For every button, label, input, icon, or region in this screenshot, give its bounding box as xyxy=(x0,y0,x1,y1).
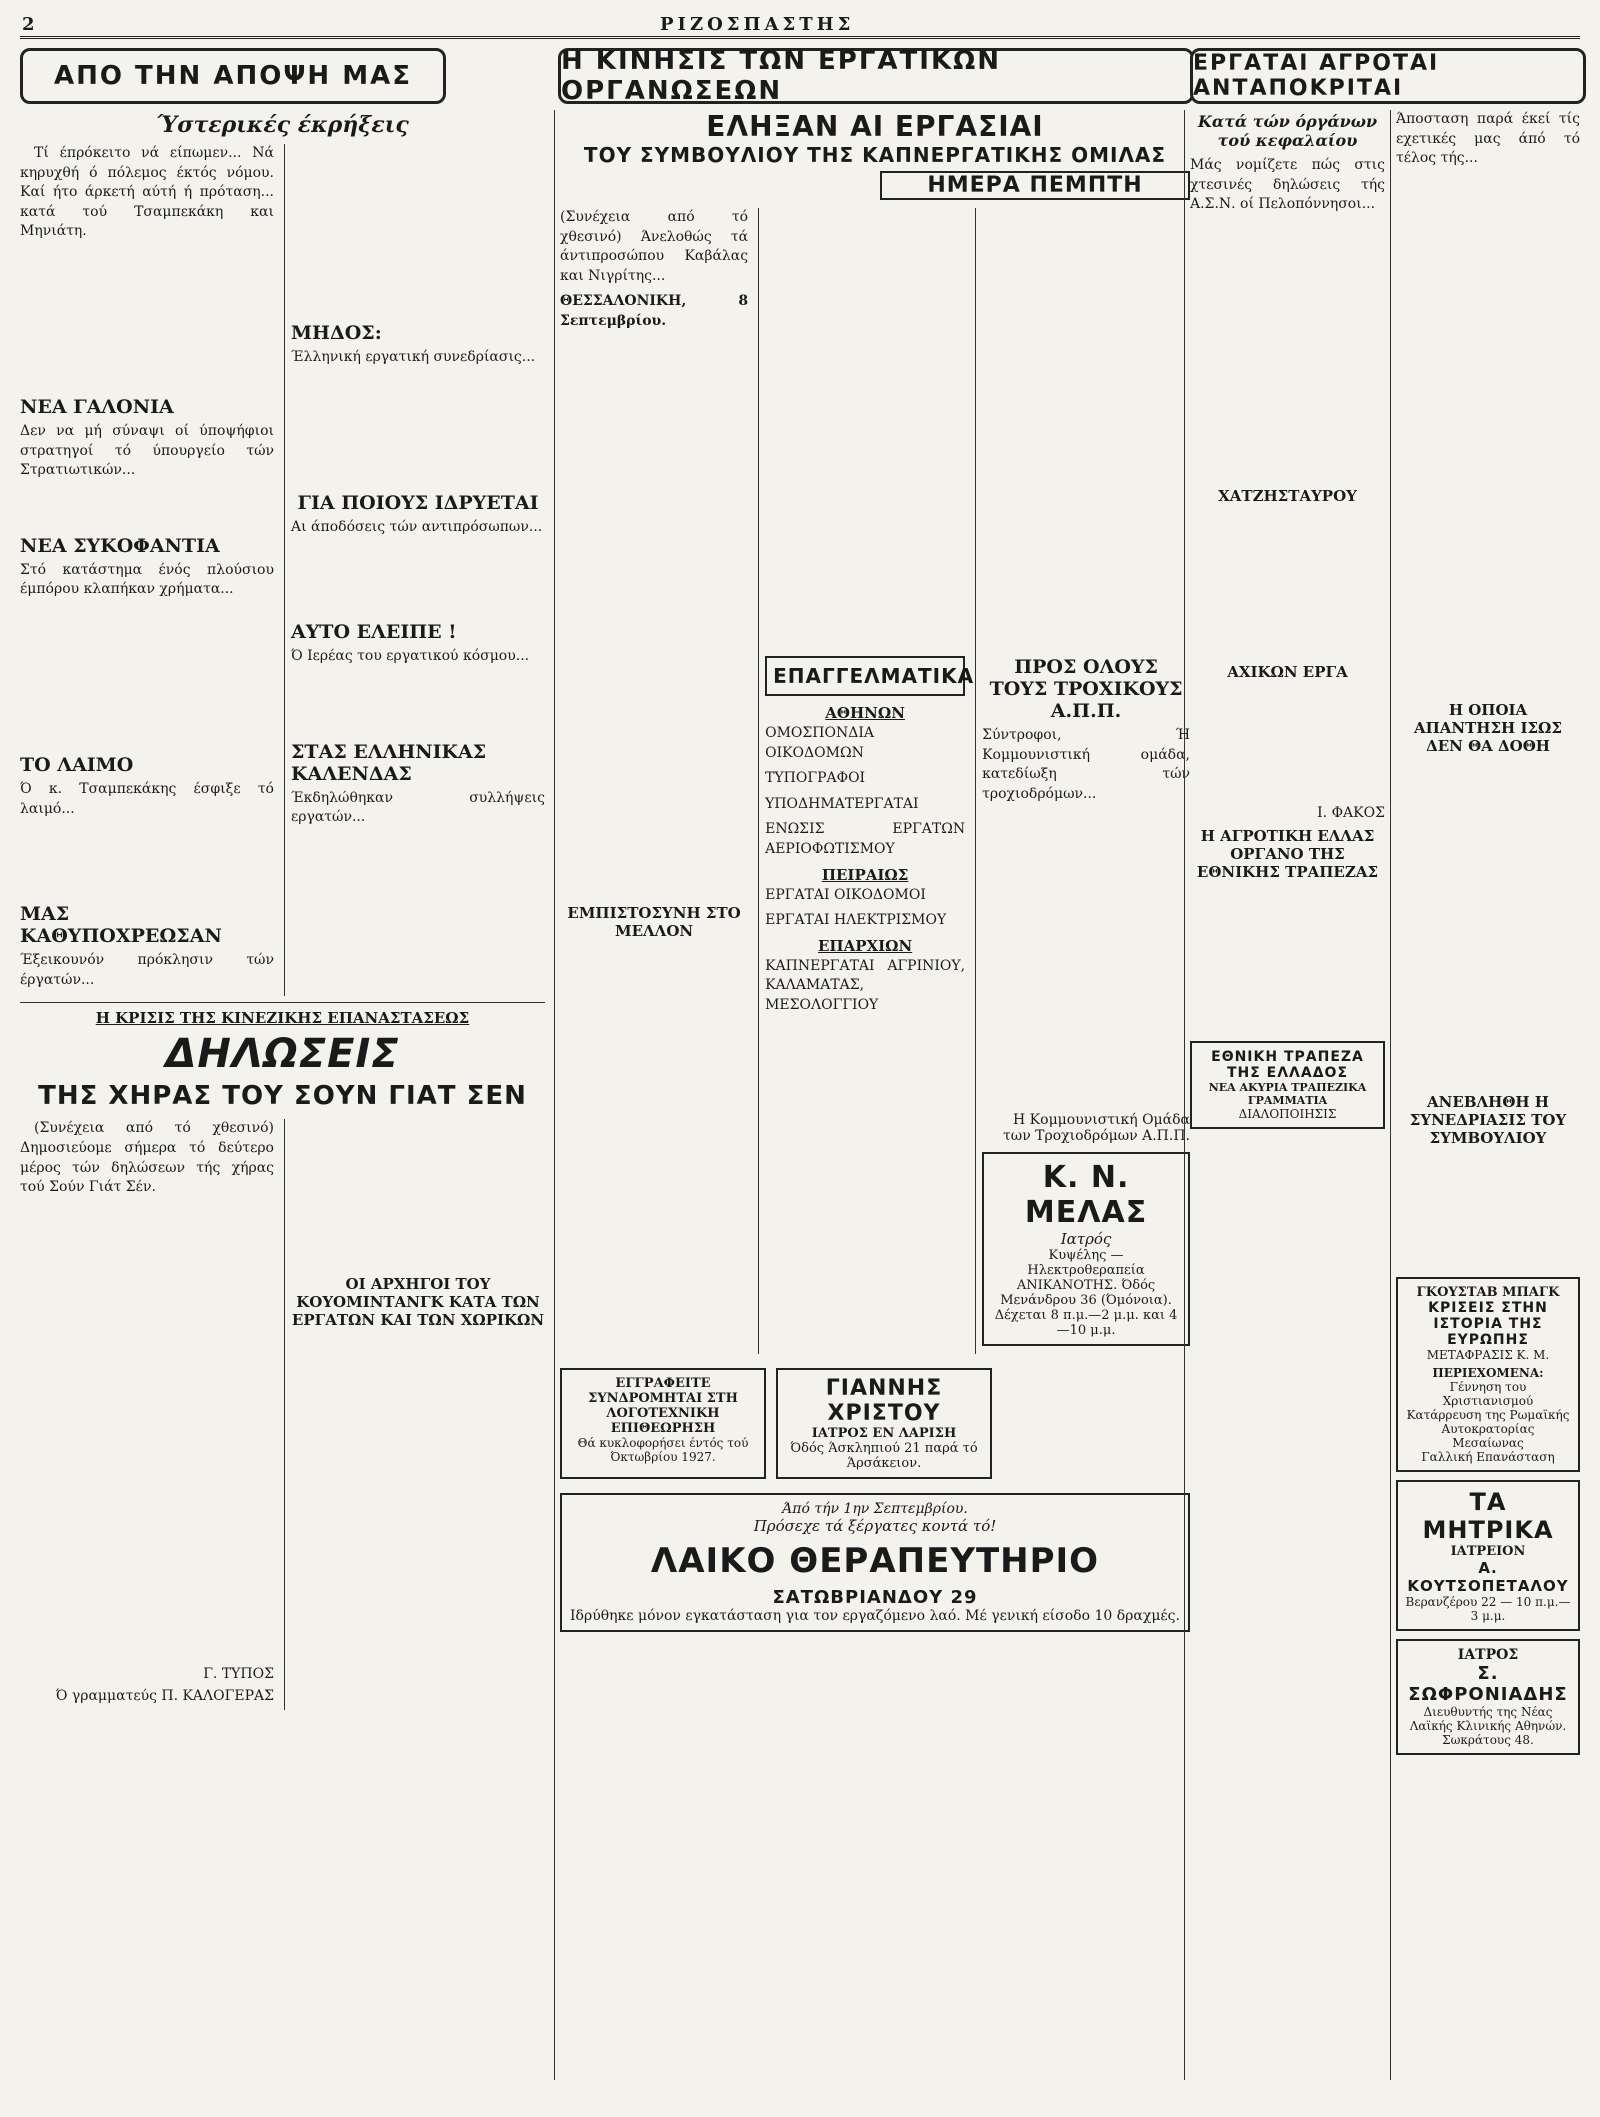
page-number: 2 xyxy=(22,14,35,35)
lead-title: Ύστερικές έκρήξεις xyxy=(156,112,409,138)
story-signature: Γ. ΤΥΠΟΣ xyxy=(203,1665,274,1682)
column-divider-1 xyxy=(554,110,555,2080)
appeal-text: Σύντροφοι, Ή Κομμουνιστική ομάδα, κατεδίωξη τών τροχιοδρόμων... xyxy=(982,727,1190,802)
classified-6: ΕΡΓΑΤΑΙ ΗΛΕΚΤΡΙΣΜΟΥ xyxy=(765,912,947,929)
story-subtitle: ΤΗΣ ΧΗΡΑΣ ΤΟΥ ΣΟΥΝ ΓΙΑΤ ΣΕΝ xyxy=(38,1081,527,1112)
doctor3-ad-box xyxy=(1396,1639,1580,1755)
classified-2: ΤΥΠΟΓΡΑΦΟΙ xyxy=(765,770,866,787)
doctor3-address: Διευθυντής της Νέας Λαϊκής Κλινικής Αθηνών. Σωκράτους 48. xyxy=(1409,1704,1567,1747)
book-ad-box xyxy=(1396,1277,1580,1472)
item-text-5: Έλληνική εργατική συνεδρίασις... xyxy=(291,349,536,365)
item-text-7: Ό Ιερέας του εργατικού κόσμου... xyxy=(291,648,530,665)
right-sub-1: Η ΟΠΟΙΑ ΑΠΑΝΤΗΣΗ ΙΣΩΣ ΔΕΝ ΘΑ ΔΟΘΗ xyxy=(1413,700,1563,755)
appeal-body xyxy=(982,810,1190,1110)
item-text-8: Έκδηλώθηκαν συλλήψεις εργατών... xyxy=(291,789,545,826)
doctor3-label: ΙΑΤΡΟΣ xyxy=(1457,1646,1519,1663)
article-intro: (Συνέχεια από τό χθεσινό) Άνελοθώς τά άντιπροσώπου Καβάλας και Νιγρίτης... xyxy=(560,209,749,284)
story-text-body xyxy=(20,1204,274,1664)
review-promo-head: ΕΓΓΡΑΦΕΙΤΕ ΣΥΝΔΡΟΜΗΤΑΙ ΣΤΗ ΛΟΓΟΤΕΧΝΙΚΗ ΕΠΙΘΕΩΡΗΣΗ xyxy=(588,1376,738,1437)
classified-4: ΕΝΩΣΙΣ ΕΡΓΑΤΩΝ ΑΕΡΙΟΦΩΤΙΣΜΟΥ xyxy=(765,821,966,857)
doctor-text: Κυψέλης — Ηλεκτροθεραπεία ΑΝΙΚΑΝΟΤΗΣ. Όδός Μενάνδρου 36 (Όμόνοια). Δέχεται 8 π.μ.—2 μ.μ. και 4—10 μ.μ. xyxy=(994,1248,1178,1339)
item-head-3: ΤΟ ΛΑΙΜΟ xyxy=(20,753,134,776)
appeal-signature: Η Κομμουνιστική Ομάδα των Τροχιοδρόμων Α.Π.Π. xyxy=(1003,1112,1190,1145)
bank-doc: ΔΙΑΛΟΠΟΙΗΣΙΣ xyxy=(1238,1106,1337,1121)
paper-name: ΡΙΖΟΣΠΑΣΤΗΣ xyxy=(660,14,855,35)
maternity-address: Βερανζέρου 22 — 10 π.μ.—3 μ.μ. xyxy=(1405,1594,1571,1623)
column-correspondents xyxy=(1190,110,1385,2080)
article-dateline: ΘΕΣΣΑΛΟΝΙΚΗ, 8 Σεπτεμβρίου. xyxy=(560,293,749,329)
correspondents-head: Κατά τών όργάνων τού κεφαλαίου xyxy=(1197,112,1378,150)
item-head-4: ΜΑΣ ΚΑΘΥΠΟΧΡΕΩΣΑΝ xyxy=(20,903,222,948)
classified-7: ΚΑΠΝΕΡΓΑΤΑΙ ΑΓΡΙΝΙΟΥ, ΚΑΛΑΜΑΤΑΣ, ΜΕΣΟΛΟΓΓΙΟΥ xyxy=(765,957,966,1013)
classifieds-title: ΕΠΑΓΓΕΛΜΑΤΙΚΑ xyxy=(773,664,975,688)
item-head-1: ΝΕΑ ΓΑΛΟΝΙΑ xyxy=(20,395,174,418)
story-title: ΔΗΛΩΣΕΙΣ xyxy=(165,1031,400,1078)
newspaper-page xyxy=(20,14,1580,2084)
section-header-labor: Η ΚΙΝΗΣΙΣ ΤΩΝ ΕΡΓΑΤΙΚΩΝ ΟΡΓΑΝΩΣΕΩΝ xyxy=(558,48,1194,104)
lead-text: Τί έπρόκειτο νά είπωμεν... Νά κηρυχθή ό πόλεμος έκτός νόμου. Καί ήτο άρκετή αύτή ή πρόταση... κατά τού Τσαμπεκάκη και Μηνιάτη. xyxy=(20,145,274,240)
item-text-4: Έξεικουνόν πρόκλησιν τών έργατών... xyxy=(20,952,274,988)
appeal-head: ΠΡΟΣ ΟΛΟΥΣ ΤΟΥΣ ΤΡΟΧΙΚΟΥΣ Α.Π.Π. xyxy=(989,656,1183,722)
classified-1: ΟΜΟΣΠΟΝΔΙΑ ΟΙΚΟΔΟΜΩΝ xyxy=(765,725,874,761)
doctor-ad-box xyxy=(982,1152,1190,1346)
bank-subtitle: ΝΕΑ ΑΚΥΡΙΑ ΤΡΑΠΕΖΙΚΑ ΓΡΑΜΜΑΤΙΑ xyxy=(1208,1080,1367,1107)
item-head-7: ΑΥΤΟ ΕΛΕΙΠΕ ! xyxy=(291,621,457,644)
doctor2-name: ΓΙΑΝΝΗΣ ΧΡΙΣΤΟΥ xyxy=(825,1376,943,1427)
right-text: Άποσταση παρά έκεί τίς εχετικές μας άπό τό τέλος τής... xyxy=(1396,111,1580,167)
doctor-name: Κ. Ν. ΜΕΛΑΣ xyxy=(1024,1160,1148,1231)
book-contents-3: Μεσαίωνας xyxy=(1452,1435,1524,1450)
classifieds-city-provinces: ΕΠΑΡΧΙΩΝ xyxy=(817,936,913,955)
correspondents-sub-2: ΑΧΙΚΩΝ ΕΡΓΑ xyxy=(1227,662,1348,681)
story-subhead: ΟΙ ΑΡΧΗΓΟΙ ΤΟΥ ΚΟΥΟΜΙΝΤΑΝΓΚ ΚΑΤΑ ΤΩΝ ΕΡΓΑΤΩΝ ΚΑΙ ΤΩΝ ΧΩΡΙΚΩΝ xyxy=(291,1275,545,1330)
right-sub-2: ΑΝΕΒΛΗΘΗ Η ΣΥΝΕΔΡΙΑΣΙΣ ΤΟΥ ΣΥΜΒΟΥΛΙΟΥ xyxy=(1409,1092,1567,1147)
masthead xyxy=(20,14,1580,34)
classified-3: ΥΠΟΔΗΜΑΤΕΡΓΑΤΑΙ xyxy=(765,795,919,812)
lead-text-body xyxy=(20,248,274,388)
book-title: ΚΡΙΣΕΙΣ ΣΤΗΝ ΙΣΤΟΡΙΑ ΤΗΣ ΕΥΡΩΠΗΣ xyxy=(1428,1299,1548,1348)
article-title: ΕΛΗΞΑΝ ΑΙ ΕΡΓΑΣΙΑΙ xyxy=(706,110,1044,143)
item-text-2: Στό κατάστημα ένός πλούσιου έμπόρου κλαπήκαν χρήματα... xyxy=(20,561,274,598)
book-author: ΓΚΟΥΣΤΑΒ ΜΠΑΓΚ xyxy=(1416,1284,1560,1300)
clinic-ad-box xyxy=(560,1493,1190,1632)
article-day: ΗΜΕΡΑ ΠΕΜΠΤΗ xyxy=(880,171,1190,200)
doctor2-ad-box xyxy=(776,1368,992,1479)
story-text: (Συνέχεια από τό χθεσινό) Δημοσιεύομε σήμερα τό δεύτερο μέρος τών δηλώσεων τής χήρας τού Σούν Γιάτ Σέν. xyxy=(20,1120,274,1196)
column-divider-3 xyxy=(1390,110,1391,2080)
book-contents-1: Γέννηση του Χριστιανισμού xyxy=(1442,1379,1534,1408)
review-promo-box xyxy=(560,1368,766,1479)
classified-5: ΕΡΓΑΤΑΙ ΟΙΚΟΔΟΜΟΙ xyxy=(765,886,926,903)
item-head-5: ΜΗΔΟΣ: xyxy=(291,322,382,344)
correspondents-text: Μάς νομίζετε πώς στις χτεσινές δηλώσεις τής Α.Σ.Ν. οί Πελοπόννησοι... xyxy=(1190,157,1385,213)
bank-notice-box xyxy=(1190,1041,1385,1129)
article-subhead: ΕΜΠΙΣΤΟΣΥΝΗ ΣΤΟ ΜΕΛΛΟΝ xyxy=(567,903,741,940)
article-body-1 xyxy=(560,338,748,898)
bank-title: ΕΘΝΙΚΗ ΤΡΑΠΕΖΑ ΤΗΣ ΕΛΛΑΔΟΣ xyxy=(1211,1048,1364,1081)
correspondents-body xyxy=(1190,221,1385,481)
maternity-ad-box xyxy=(1396,1480,1580,1631)
doctor3-name: Σ. ΣΩΦΡΟΝΙΑΔΗΣ xyxy=(1408,1662,1568,1705)
correspondents-signature: Ι. ΦΑΚΟΣ xyxy=(1317,804,1385,821)
clinic-address: ΣΑΤΩΒΡΙΑΝΔΟΥ 29 xyxy=(772,1587,978,1609)
column-divider-2 xyxy=(1184,110,1185,2080)
maternity-label: ΙΑΤΡΕΙΟΝ xyxy=(1450,1543,1526,1559)
column-right xyxy=(1396,110,1580,2080)
clinic-text: Ιδρύθηκε μόνον εγκατάσταση για τον εργαζόμενο λαό. Μέ γενική είσοδο 10 δραχμές. xyxy=(570,1608,1180,1625)
item-text-3: Ό κ. Τσαμπεκάκης έσφιξε τό λαιμό... xyxy=(20,780,274,817)
book-translation: ΜΕΤΑΦΡΑΣΙΣ Κ. Μ. xyxy=(1426,1347,1550,1362)
section-header-correspondents: ΕΡΓΑΤΑΙ ΑΓΡΟΤΑΙ ΑΝΤΑΠΟΚΡΙΤΑΙ xyxy=(1190,48,1586,104)
item-text-1: Δεν να μή σύναψι οί ύποψήφιοι στρατηγοί τό ύπουργείο τών Στρατιωτικών... xyxy=(20,422,274,479)
column-opinion xyxy=(20,110,545,2080)
maternity-title: ΤΑ ΜΗΤΡΙΚΑ xyxy=(1422,1487,1554,1544)
clinic-title: ΛΑΙΚΟ ΘΕΡΑΠΕΥΤΗΡΙΟ xyxy=(650,1541,1100,1582)
right-body xyxy=(1396,175,1580,695)
book-contents-4: Γαλλική Επανάσταση xyxy=(1421,1449,1555,1464)
item-head-2: ΝΕΑ ΣΥΚΟΦΑΝΤΙΑ xyxy=(20,534,220,557)
classifieds-city-athens: ΑΘΗΝΩΝ xyxy=(825,704,905,722)
story-signature-2: Ό γραμματεύς Π. ΚΑΛΟΓΕΡΑΣ xyxy=(55,1687,274,1704)
article-subtitle: ΤΟΥ ΣΥΜΒΟΥΛΙΟΥ ΤΗΣ ΚΑΠΝΕΡΓΑΤΙΚΗΣ ΟΜΙΛΑΣ xyxy=(583,143,1167,167)
clinic-line-2: Πρόσεχε τά ξέργατες κοντά τό! xyxy=(753,1517,997,1536)
section-header-opinion: ΑΠΟ ΤΗΝ ΑΠΟΨΗ ΜΑΣ xyxy=(20,48,446,104)
clinic-line-1: Άπό τήν 1ην Σεπτεμβρίου. xyxy=(782,1501,968,1518)
story-rule xyxy=(20,1002,545,1003)
book-contents-2: Κατάρρευση της Ρωμαϊκής Αυτοκρατορίας xyxy=(1406,1407,1570,1436)
doctor2-text: Όδός Άσκληπιού 21 παρά τό Άρσάκειον. xyxy=(790,1441,978,1472)
correspondents-sub-1: ΧΑΤΖΗΣΤΑΥΡΟΥ xyxy=(1218,486,1357,505)
maternity-name: Α. ΚΟΥΤΣΟΠΕΤΑΛΟΥ xyxy=(1407,1558,1569,1595)
correspondents-sub-3: Η ΑΓΡΟΤΙΚΗ ΕΛΛΑΣ ΟΡΓΑΝΟ ΤΗΣ ΕΘΝΙΚΗΣ ΤΡΑΠΕΖΑΣ xyxy=(1196,826,1379,881)
story-kicker: Η ΚΡΙΣΙΣ ΤΗΣ ΚΙΝΕΖΙΚΗΣ ΕΠΑΝΑΣΤΑΣΕΩΣ xyxy=(95,1009,470,1028)
doctor-role: Ιατρός xyxy=(1060,1230,1112,1249)
column-labor xyxy=(560,110,1190,2080)
book-contents-head: ΠΕΡΙΕΧΟΜΕΝΑ: xyxy=(1432,1365,1544,1380)
item-head-6: ΓΙΑ ΠΟΙΟΥΣ ΙΔΡΥΕΤΑΙ xyxy=(297,491,539,514)
masthead-rule xyxy=(20,36,1580,39)
doctor2-role: ΙΑΤΡΟΣ ΕΝ ΛΑΡΙΣΗ xyxy=(811,1426,957,1442)
review-promo-text: Θά κυκλοφορήσει έντός τού Όκτωβρίου 1927. xyxy=(577,1436,749,1465)
item-text-6: Αι άποδόσεις τών αντιπρόσωπων... xyxy=(291,518,543,535)
classifieds-box xyxy=(765,656,975,696)
classifieds-city-piraeus: ΠΕΙΡΑΙΩΣ xyxy=(821,865,909,884)
item-head-8: ΣΤΑΣ ΕΛΛΗΝΙΚΑΣ ΚΑΛΕΝΔΑΣ xyxy=(291,740,487,785)
